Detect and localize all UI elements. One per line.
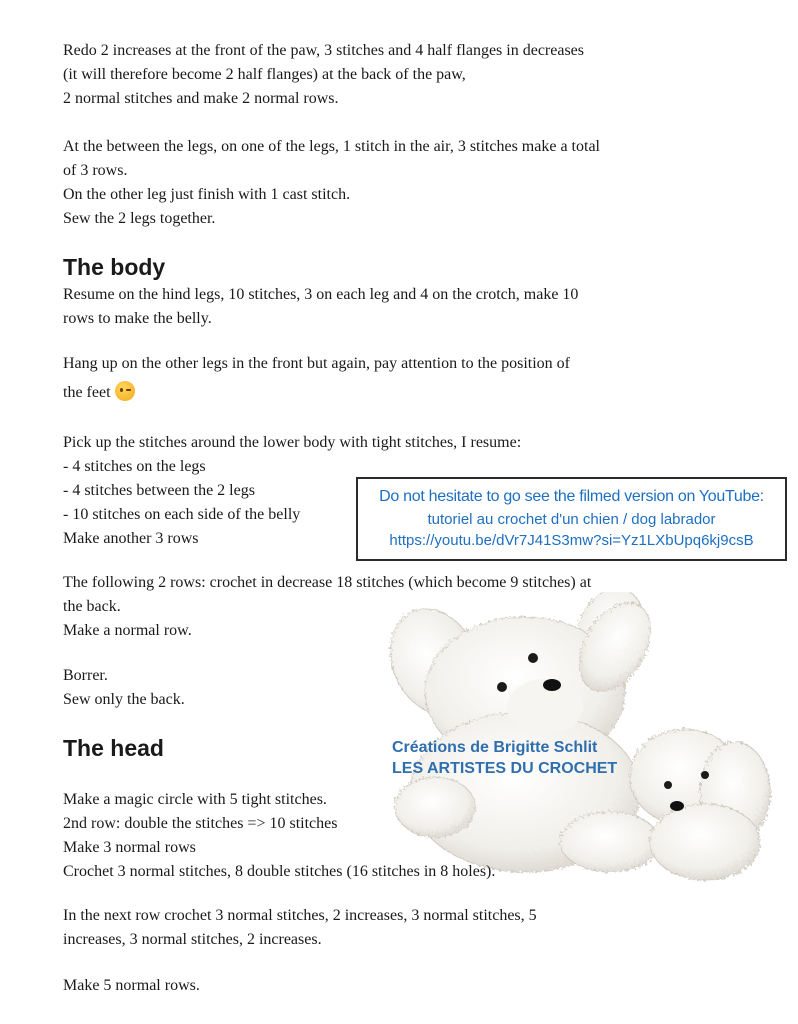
text-line: 2nd row: double the stitches => 10 stitches <box>63 815 338 832</box>
text-line: Make 3 normal rows <box>63 839 196 856</box>
section-heading-body: The body <box>63 254 166 280</box>
text-line: rows to make the belly. <box>63 310 212 327</box>
text-line: (it will therefore become 2 half flanges) at the back of the paw, <box>63 66 466 83</box>
text-line: Pick up the stitches around the lower body with tight stitches, I resume: <box>63 434 522 451</box>
youtube-callout-text: Do not hesitate to go see the filmed version on YouTube: <box>379 488 764 505</box>
text-line: of 3 rows. <box>63 162 128 179</box>
text-line: - 10 stitches on each side of the belly <box>63 506 301 523</box>
text-line: Resume on the hind legs, 10 stitches, 3 on each leg and 4 on the crotch, make 10 <box>63 286 579 303</box>
text-line: Make another 3 rows <box>63 530 199 547</box>
text-line: - 4 stitches on the legs <box>63 458 206 475</box>
text-line: Sew only the back. <box>63 691 185 708</box>
winking-face-emoji-icon <box>115 381 135 401</box>
text-line: increases, 3 normal stitches, 2 increases. <box>63 931 322 948</box>
text-line: Make a magic circle with 5 tight stitches. <box>63 791 327 808</box>
text-line: Sew the 2 legs together. <box>63 210 216 227</box>
text-line: Hang up on the other legs in the front but again, pay attention to the position of <box>63 355 571 372</box>
creator-name: Créations de Brigitte Schlit <box>392 739 598 756</box>
youtube-callout-title: tutoriel au crochet d'un chien / dog labrador <box>427 511 716 528</box>
section-heading-head: The head <box>63 735 164 761</box>
creator-group: LES ARTISTES DU CROCHET <box>392 760 618 777</box>
text-line: In the next row crochet 3 normal stitches, 2 increases, 3 normal stitches, 5 <box>63 907 537 924</box>
text-line: The following 2 rows: crochet in decrease 18 stitches (which become 9 stitches) at <box>63 574 592 591</box>
text-line: Crochet 3 normal stitches, 8 double stitches (16 stitches in 8 holes). <box>63 863 496 880</box>
creator-credit <box>392 737 617 779</box>
text-line: - 4 stitches between the 2 legs <box>63 482 255 499</box>
text-line: At the between the legs, on one of the legs, 1 stitch in the air, 3 stitches make a total <box>63 138 600 155</box>
youtube-link[interactable]: https://youtu.be/dVr7J41S3mw?si=Yz1LXbUpq6kj9csB <box>389 532 754 549</box>
text-line: Redo 2 increases at the front of the paw, 3 stitches and 4 half flanges in decreases <box>63 42 584 59</box>
youtube-callout-box <box>356 477 787 561</box>
text-line: 2 normal stitches and make 2 normal rows. <box>63 90 339 107</box>
text-line: On the other leg just finish with 1 cast stitch. <box>63 186 351 203</box>
text-line <box>63 381 135 405</box>
text-line: Borrer. <box>63 667 108 684</box>
text-line-span: the feet <box>63 384 111 401</box>
text-line: Make a normal row. <box>63 622 192 639</box>
text-line: Make 5 normal rows. <box>63 977 200 994</box>
text-line: the back. <box>63 598 121 615</box>
